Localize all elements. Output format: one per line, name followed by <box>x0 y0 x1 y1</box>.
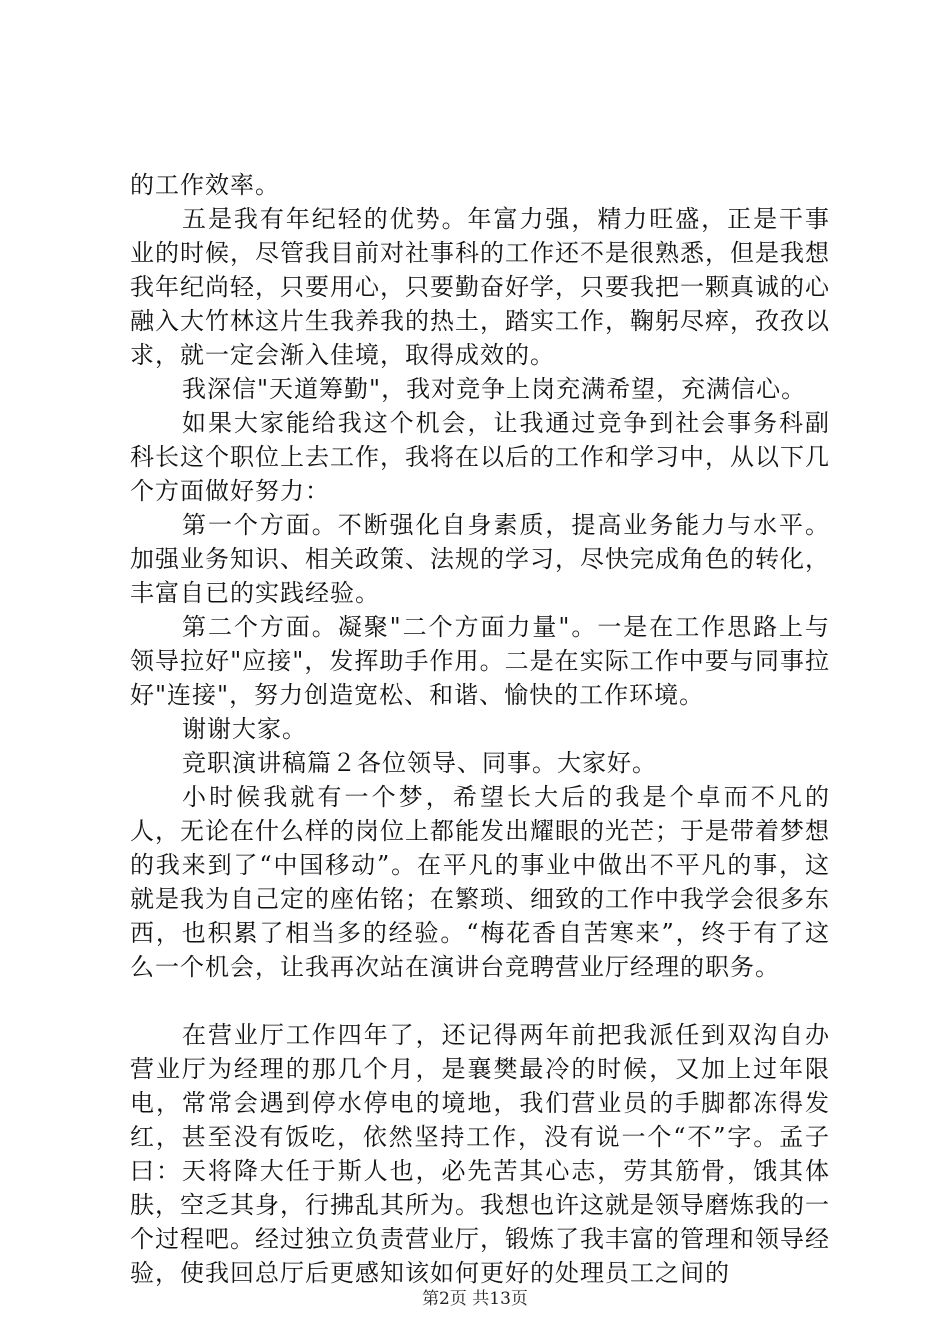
paragraph: 五是我有年纪轻的优势。年富力强，精力旺盛，正是干事业的时候，尽管我目前对社事科的工作还不是很熟悉，但是我想我年纪尚轻，只要用心，只要勤奋好学，只要我把一颗真诚的心融入大竹林这片生我养我的热土，踏实工作，鞠躬尽瘁，孜孜以求，就一定会渐入佳境，取得成效的。 <box>130 205 830 369</box>
paragraph: 在营业厅工作四年了，还记得两年前把我派任到双沟自办营业厅为经理的那几个月，是襄樊最冷的时候，又加上过年限电，常常会遇到停水停电的境地，我们营业员的手脚都冻得发红，甚至没有饭吃，依然坚持工作，没有说一个“不”字。孟子曰：天将降大任于斯人也，必先苦其心志，劳其筋骨，饿其体肤，空乏其身，行拂乱其所为。我想也许这就是领导磨炼我的一个过程吧。经过独立负责营业厅，锻炼了我丰富的管理和领导经验，使我回总厅后更感知该如何更好的处理员工之间的 <box>130 1021 830 1287</box>
paragraph: 我深信"天道筹勤"，我对竞争上岗充满希望，充满信心。 <box>182 375 807 403</box>
document-body <box>130 168 830 1290</box>
paragraph-gap <box>130 984 830 1018</box>
paragraph: 谢谢大家。 <box>182 715 307 743</box>
paragraph: 第一个方面。不断强化自身素质，提高业务能力与水平。加强业务知识、相关政策、法规的学习，尽快完成角色的转化，丰富自已的实践经验。 <box>130 511 830 607</box>
paragraph: 第二个方面。凝聚"二个方面力量"。一是在工作思路上与领导拉好"应接"，发挥助手作用。二是在实际工作中要与同事拉好"连接"，努力创造宽松、和谐、愉快的工作环境。 <box>130 613 830 709</box>
paragraph: 的工作效率。 <box>130 171 280 199</box>
paragraph: 如果大家能给我这个机会，让我通过竞争到社会事务科副科长这个职位上去工作，我将在以后的工作和学习中，从以下几个方面做好努力： <box>130 409 830 505</box>
page-footer: 第2页 共13页 <box>422 1289 528 1309</box>
paragraph: 小时候我就有一个梦，希望长大后的我是个卓而不凡的人，无论在什么样的岗位上都能发出耀眼的光芒；于是带着梦想的我来到了“中国移动”。在平凡的事业中做出不平凡的事，这就是我为自己定的座佑铭；在繁琐、细致的工作中我学会很多东西，也积累了相当多的经验。“梅花香自苦寒来”，终于有了这么一个机会，让我再次站在演讲台竞聘营业厅经理的职务。 <box>130 783 830 981</box>
paragraph: 竞职演讲稿篇２各位领导、同事。大家好。 <box>182 749 657 777</box>
